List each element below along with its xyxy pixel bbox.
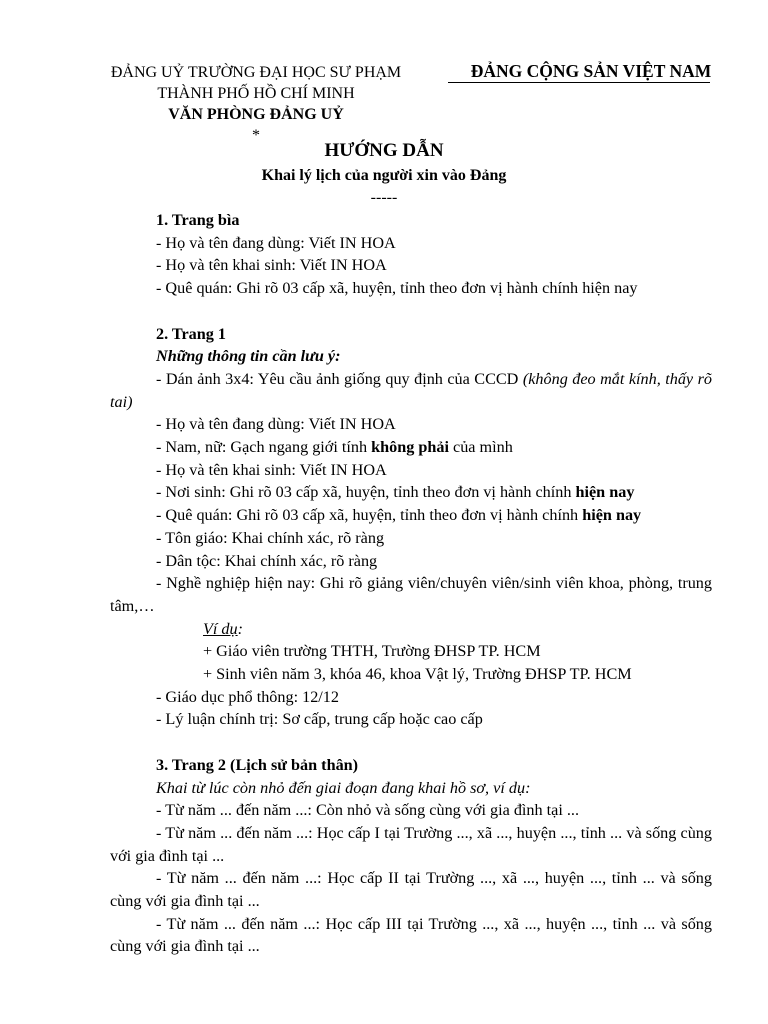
issuer-star: * [252,127,260,144]
list-item [110,368,712,413]
example-label-text: Ví dụ [203,619,238,638]
party-name: ĐẢNG CỘNG SẢN VIỆT NAM [470,61,712,81]
title-separator: ----- [370,189,398,206]
list-item: - Từ năm ... đến năm ...: Học cấp I tại Trường ..., xã ..., huyện ..., tỉnh ... và sống cùng với gia đình tại ... [110,823,712,865]
list-item: - Từ năm ... đến năm ...: Còn nhỏ và sống cùng với gia đình tại ... [156,801,580,820]
section-note: Những thông tin cần lưu ý: [156,347,341,366]
section-heading: 2. Trang 1 [156,324,227,343]
list-item: - Nghề nghiệp hiện nay: Ghi rõ giảng viên/chuyên viên/sinh viên khoa, phòng, trung tâm,… [110,574,712,615]
birthplace-text: - Nơi sinh: Ghi rõ 03 cấp xã, huyện, tỉnh theo đơn vị hành chính [156,483,576,502]
document-body [110,209,712,958]
hometown-text: - Quê quán: Ghi rõ 03 cấp xã, huyện, tỉnh theo đơn vị hành chính [156,506,583,525]
party-block [446,60,736,82]
example-colon: : [237,619,244,638]
hometown-emphasis: hiện nay [582,506,642,525]
photo-text: - Dán ảnh 3x4: Yêu cầu ảnh giống quy định của CCCD [156,369,523,388]
list-item: - Họ và tên đang dùng: Viết IN HOA [156,233,396,252]
section-heading: 3. Trang 2 (Lịch sử bản thân) [156,755,359,774]
list-item: - Tôn giáo: Khai chính xác, rõ ràng [156,528,385,547]
section-note: Khai từ lúc còn nhỏ đến giai đoạn đang khai hồ sơ, ví dụ: [156,778,531,797]
list-item: - Từ năm ... đến năm ...: Học cấp III tại Trường ..., xã ..., huyện ..., tỉnh ... và sống cùng với gia đình tại ... [110,914,712,956]
issuer-line-2: THÀNH PHỐ HỒ CHÍ MINH [157,85,355,102]
list-item: - Họ và tên đang dùng: Viết IN HOA [156,415,396,434]
list-item: - Từ năm ... đến năm ...: Học cấp II tại Trường ..., xã ..., huyện ..., tỉnh ... và sống cùng với gia đình tại ... [110,869,712,911]
spacer [110,731,712,754]
list-item: - Giáo dục phổ thông: 12/12 [156,687,339,706]
example-label [110,618,712,641]
list-item: - Họ và tên khai sinh: Viết IN HOA [156,460,387,479]
list-item [110,481,712,504]
list-item: - Họ và tên khai sinh: Viết IN HOA [156,256,387,275]
document-subtitle: Khai lý lịch của người xin vào Đảng [261,167,507,184]
gender-text-end: của mình [448,438,513,457]
spacer [110,300,712,323]
birthplace-emphasis: hiện nay [575,483,635,502]
list-item [110,436,712,459]
issuer-line-1: ĐẢNG UỶ TRƯỜNG ĐẠI HỌC SƯ PHẠM [110,64,402,81]
list-item: - Lý luận chính trị: Sơ cấp, trung cấp hoặc cao cấp [156,710,483,729]
example-item: + Giáo viên trường THTH, Trường ĐHSP TP. HCM [203,642,541,661]
document-title: HƯỚNG DẪN [324,140,444,161]
gender-text: - Nam, nữ: Gạch ngang giới tính [156,438,372,457]
example-item: + Sinh viên năm 3, khóa 46, khoa Vật lý, Trường ĐHSP TP. HCM [203,665,632,684]
party-underline [448,82,710,83]
issuer-office: VĂN PHÒNG ĐẢNG UỶ [168,106,344,123]
list-item: - Dân tộc: Khai chính xác, rõ ràng [156,551,378,570]
issuer-block [76,62,436,146]
list-item [110,504,712,527]
section-heading: 1. Trang bìa [156,211,240,229]
gender-emphasis: không phải [371,438,449,457]
list-item: - Quê quán: Ghi rõ 03 cấp xã, huyện, tỉnh theo đơn vị hành chính hiện nay [156,279,638,298]
photo-note: (không đeo mắt kính, thấy rõ tai) [110,369,712,411]
